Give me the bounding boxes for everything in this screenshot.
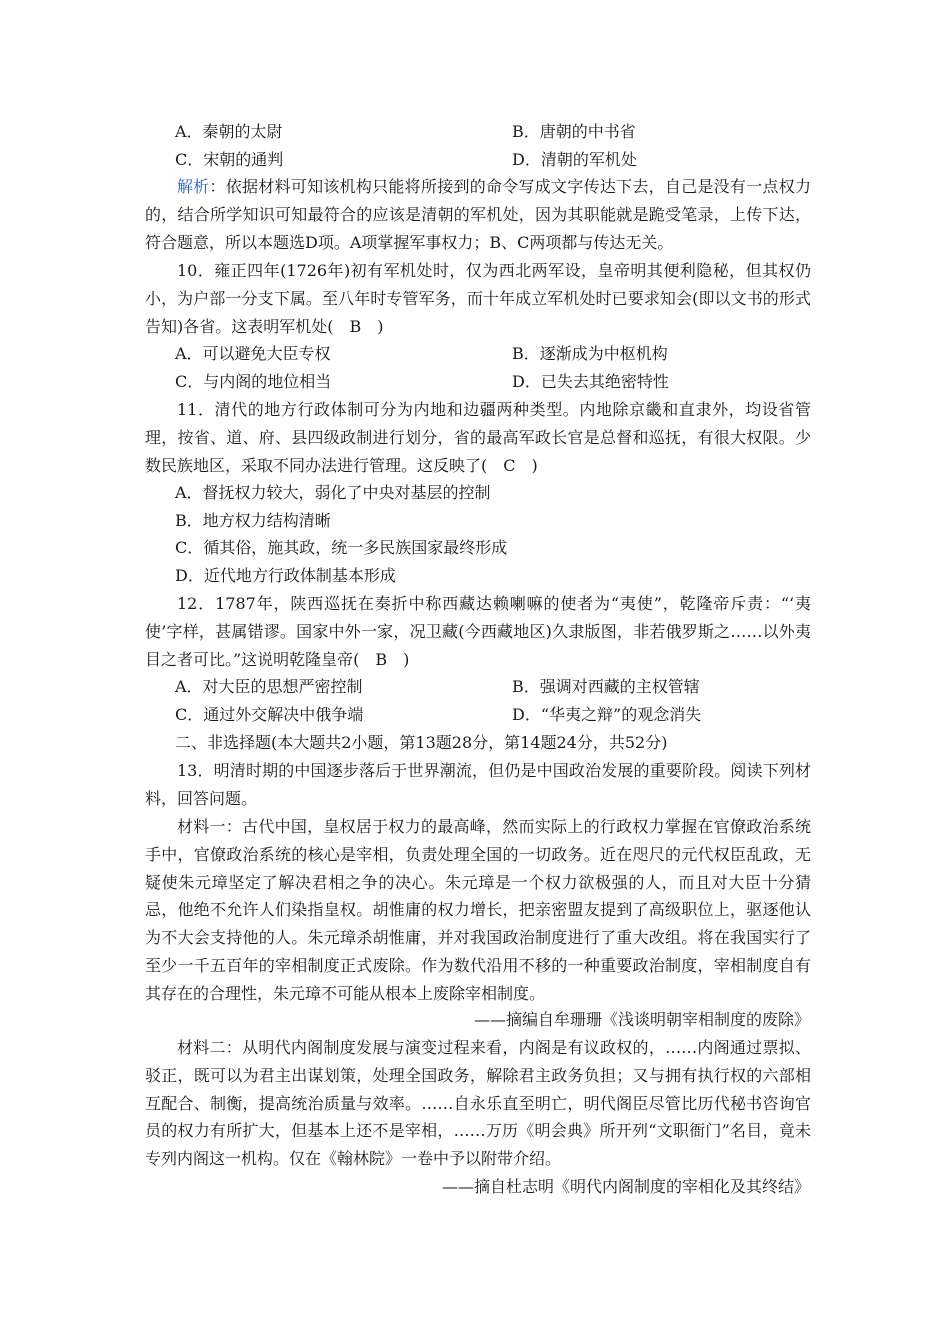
q10-option-c: C．与内阁的地位相当 [175, 372, 332, 391]
q13-source-2: ——摘自杜志明《明代内阁制度的宰相化及其终结》 [441, 1177, 810, 1196]
analysis-text: ：依据材料可知该机构只能将所接到的命令写成文字传达下去，自己是没有一点权力的，结合所学知识可知最符合的应该是清朝的军机处，因为其职能就是跪受笔录，上传下达，符合题意，所以本题选D项。A项掌握军事权力；B、C两项都与传达无关。 [145, 177, 811, 252]
q12-option-b: B．强调对西藏的主权管辖 [512, 677, 700, 696]
q11-option-b: B．地方权力结构清晰 [175, 511, 331, 530]
q10-stem: 10．雍正四年(1726年)初有军机处时，仅为西北两军设，皇帝明其便利隐秘，但其权仍小，为户部一分支下属。至八年时专管军务，而十年成立军机处时已要求知会(即以文书的形式告知)各省。这表明军机处( B ) [145, 261, 811, 336]
q10-option-d: D．已失去其绝密特性 [512, 372, 669, 391]
q13-stem: 13．明清时期的中国逐步落后于世界潮流，但仍是中国政治发展的重要阶段。阅读下列材料，回答问题。 [145, 761, 811, 808]
q11-option-d: D．近代地方行政体制基本形成 [175, 566, 396, 585]
q12-option-d: D．“华夷之辩”的观念消失 [512, 705, 702, 724]
q12-stem: 12．1787年，陕西巡抚在奏折中称西藏达赖喇嘛的使者为“夷使”，乾隆帝斥责：“‘夷使’字样，甚属错谬。国家中外一家，况卫藏(今西藏地区)久隶版图，非若俄罗斯之……以外夷目之者可比。”这说明乾隆皇帝( B ) [145, 594, 811, 669]
q11-stem: 11．清代的地方行政体制可分为内地和边疆两种类型。内地除京畿和直隶外，均设省管理，按省、道、府、县四级政制进行划分，省的最高军政长官是总督和巡抚，有很大权限。少数民族地区，采取不同办法进行管理。这反映了( C ) [145, 400, 811, 475]
q10-option-a: A．可以避免大臣专权 [175, 344, 331, 363]
q9-option-c: C．宋朝的通判 [175, 150, 284, 169]
section-heading: 二、非选择题(本大题共2小题，第13题28分，第14题24分，共52分) [175, 733, 668, 752]
q12-option-a: A．对大臣的思想严密控制 [175, 677, 363, 696]
q10-option-b: B．逐渐成为中枢机构 [512, 344, 668, 363]
q13-source-1: ——摘编自牟珊珊《浅谈明朝宰相制度的废除》 [473, 1010, 810, 1029]
q9-option-a: A．秦朝的太尉 [175, 122, 283, 141]
q9-option-d: D．清朝的军机处 [512, 150, 637, 169]
q13-material-2: 材料二：从明代内阁制度发展与演变过程来看，内阁是有议政权的，……内阁通过票拟、驳正，既可以为君主出谋划策，处理全国政务，解除君主政务负担；又与拥有执行权的六部相互配合、制衡，提高统治质量与效率。……自永乐直至明亡，明代阁臣尽管比历代秘书咨询官员的权力有所扩大，但基本上还不是宰相，……万历《明会典》所开列“文职衙门”名目，竟未专列内阁这一机构。仅在《翰林院》一卷中予以附带介绍。 [145, 1038, 811, 1169]
q11-option-c: C．循其俗，施其政，统一多民族国家最终形成 [175, 538, 508, 557]
q9-analysis [145, 173, 811, 256]
q11-option-a: A．督抚权力较大，弱化了中央对基层的控制 [175, 483, 491, 502]
q13-material-1: 材料一：古代中国，皇权居于权力的最高峰，然而实际上的行政权力掌握在官僚政治系统手中，官僚政治系统的核心是宰相，负责处理全国的一切政务。近在咫尺的元代权臣乱政，无疑使朱元璋坚定了解决君相之争的决心。朱元璋是一个权力欲极强的人，而且对大臣十分猜忌，他绝不允许人们染指皇权。胡惟庸的权力增长，把亲密盟友提到了高级职位上，驱逐他认为不大会支持他的人。朱元璋杀胡惟庸，并对我国政治制度进行了重大改组。将在我国实行了至少一千五百年的宰相制度正式废除。作为数代沿用不移的一种重要政治制度，宰相制度自有其存在的合理性，朱元璋不可能从根本上废除宰相制度。 [145, 817, 811, 1003]
q9-option-b: B．唐朝的中书省 [512, 122, 636, 141]
q12-option-c: C．通过外交解决中俄争端 [175, 705, 364, 724]
analysis-label: 解析 [177, 177, 210, 196]
